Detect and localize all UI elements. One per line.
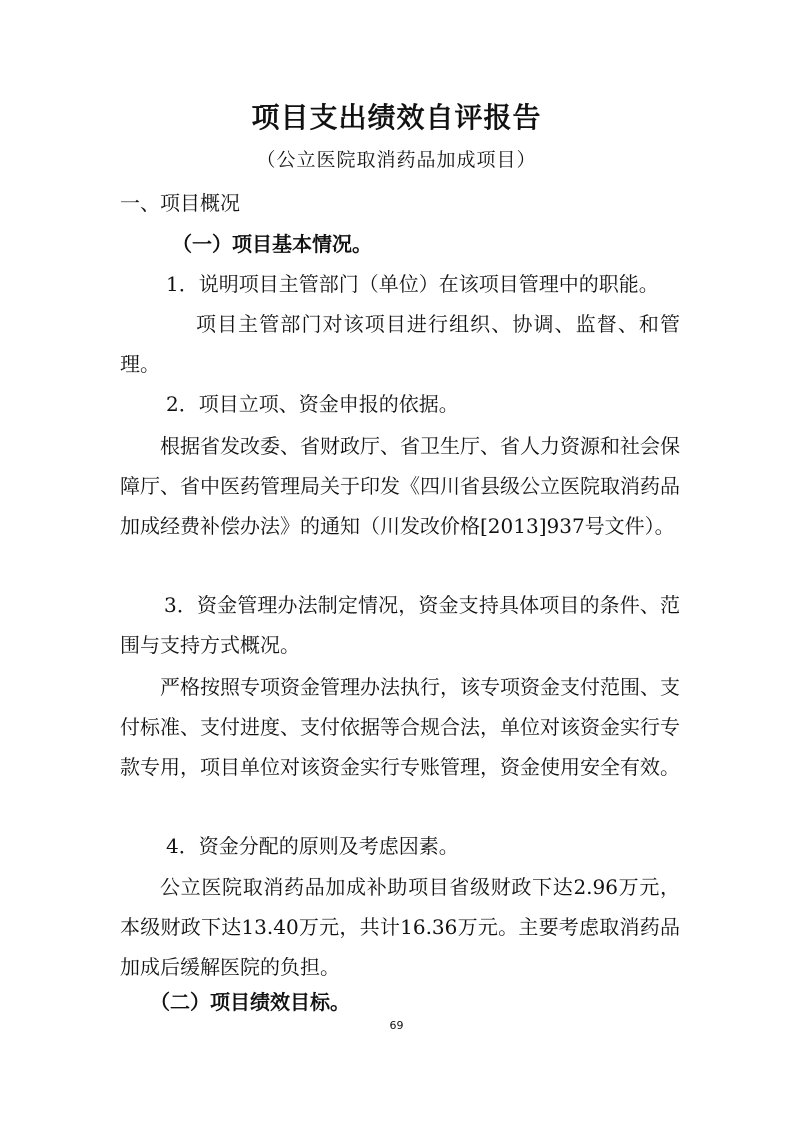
item-2-question: 2．项目立项、资金申报的依据。: [166, 392, 459, 416]
page-number: 69: [389, 1019, 404, 1032]
item-1-answer: 项目主管部门对该项目进行组织、协调、监督、和管理。: [120, 312, 680, 376]
item-3-answer: 严格按照专项资金管理办法执行，该专项资金支付范围、支付标准、支付进度、支付依据等合规合法，单位对该资金实行专款专用，项目单位对该资金实行专账管理，资金使用安全有效。: [120, 675, 680, 779]
item-1-question: 1．说明项目主管部门（单位）在该项目管理中的职能。: [166, 272, 659, 296]
report-title: 项目支出绩效自评报告: [251, 101, 542, 134]
item-3-question: 3．资金管理办法制定情况，资金支持具体项目的条件、范围与支持方式概况。: [120, 593, 680, 657]
item-2-answer: 根据省发改委、省财政厅、省卫生厅、省人力资源和社会保障厅、省中医药管理局关于印发《四川省县级公立医院取消药品加成经费补偿办法》的通知（川发改价格[2013]937号文件）。: [120, 434, 680, 538]
item-4-question: 4．资金分配的原则及考虑因素。: [166, 834, 459, 858]
subsection-heading-performance-goals: （二）项目绩效目标。: [150, 990, 350, 1014]
subsection-heading-basic-info: （一）项目基本情况。: [172, 232, 372, 256]
section-heading-overview: 一、项目概况: [120, 191, 240, 215]
report-subtitle: （公立医院取消药品加成项目）: [256, 149, 537, 171]
item-4-answer: 公立医院取消药品加成补助项目省级财政下达2.96万元，本级财政下达13.40万元，共计16.36万元。主要考虑取消药品加成后缓解医院的负担。: [120, 875, 680, 979]
